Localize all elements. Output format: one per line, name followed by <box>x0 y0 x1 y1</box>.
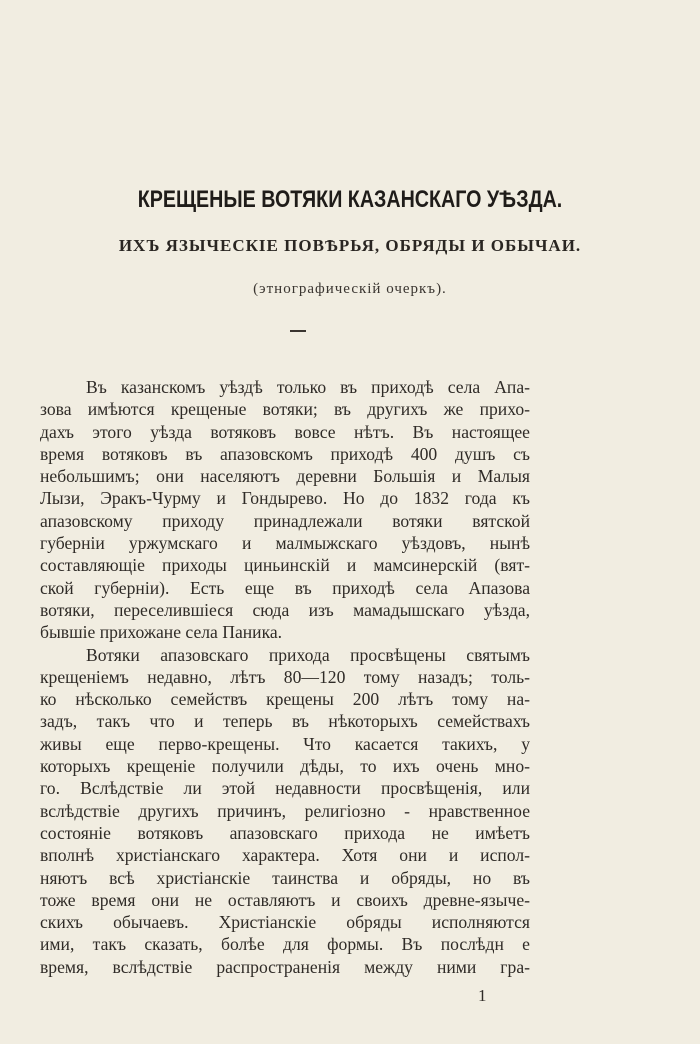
text-line: время вотяковъ въ апазовскомъ приходѣ 400 душъ съ <box>40 443 530 464</box>
text-line: дахъ этого уѣзда вотяковъ вовсе нѣтъ. Въ настоящее <box>40 421 530 442</box>
text-line: которыхъ крещеніе получили дѣды, то ихъ очень мно- <box>40 756 530 777</box>
separator-dash <box>290 330 306 332</box>
genre-note: (этнографическій очеркъ). <box>253 281 447 297</box>
text-line: апазовскому приходу принадлежали вотяки вятской <box>40 510 530 531</box>
text-line: бывшіе прихожане села Паника. <box>40 622 283 643</box>
text-line: Вотяки апазовскаго прихода просвѣщены святымъ <box>86 644 530 665</box>
text-line: го. Вслѣдствіе ли этой недавности просвѣщенія, или <box>40 778 530 799</box>
text-line: Лызи, Эракъ-Чурму и Гондырево. Но до 1832 года къ <box>40 488 530 509</box>
text-line: время, вслѣдствіе распространенія между ними гра- <box>40 956 530 977</box>
text-line: зова имѣются крещеные вотяки; въ другихъ же прихо- <box>40 399 530 420</box>
text-line: небольшимъ; они населяютъ деревни Большія и Малыя <box>40 466 530 487</box>
text-line: губерніи уржумскаго и малмыжскаго уѣздовъ, нынѣ <box>40 533 530 554</box>
text-line: тоже время они не оставляютъ и своихъ древне-языче- <box>40 889 530 910</box>
body-text <box>40 376 530 978</box>
text-line: вотяки, переселившіеся сюда изъ мамадышскаго уѣзда, <box>40 599 530 620</box>
text-line: живы еще перво-крещены. Что касается такихъ, у <box>40 733 530 754</box>
text-line: скихъ обычаевъ. Христіанскіе обряды исполняются <box>40 912 530 933</box>
text-line: ими, такъ сказать, болѣе для формы. Въ послѣдн е <box>40 934 530 955</box>
text-line: ской губерніи). Есть еще въ приходѣ села Апазова <box>40 577 530 598</box>
page-subtitle: ИХЪ ЯЗЫЧЕСКІЕ ПОВѢРЬЯ, ОБРЯДЫ И ОБЫЧАИ. <box>118 236 582 255</box>
text-line: задъ, такъ что и теперь въ нѣкоторыхъ семействахъ <box>40 711 530 732</box>
text-line: состояніе вотяковъ апазовскаго прихода не имѣетъ <box>40 822 530 843</box>
page-title: КРЕЩЕНЫЕ ВОТЯКИ КАЗАНСКАГО УѢЗДА. <box>137 186 563 213</box>
text-line: крещеніемъ недавно, лѣтъ 80—120 тому назадъ; толь- <box>40 666 530 687</box>
text-line: Въ казанскомъ уѣздѣ только въ приходѣ села Апа- <box>86 377 530 397</box>
text-line: ко нѣсколько семействъ крещены 200 лѣтъ тому на- <box>40 689 530 710</box>
text-line: вполнѣ христіанскаго характера. Хотя они и испол- <box>40 845 530 866</box>
page-number: 1 <box>478 986 487 1005</box>
text-line: няютъ всѣ христіанскіе таинства и обряды, но въ <box>40 867 530 888</box>
text-line: вслѣдствіе другихъ причинъ, религіозно - нравственное <box>40 800 530 821</box>
text-line: составляющіе приходы циньинскій и мамсинерскій (вят- <box>40 555 530 576</box>
